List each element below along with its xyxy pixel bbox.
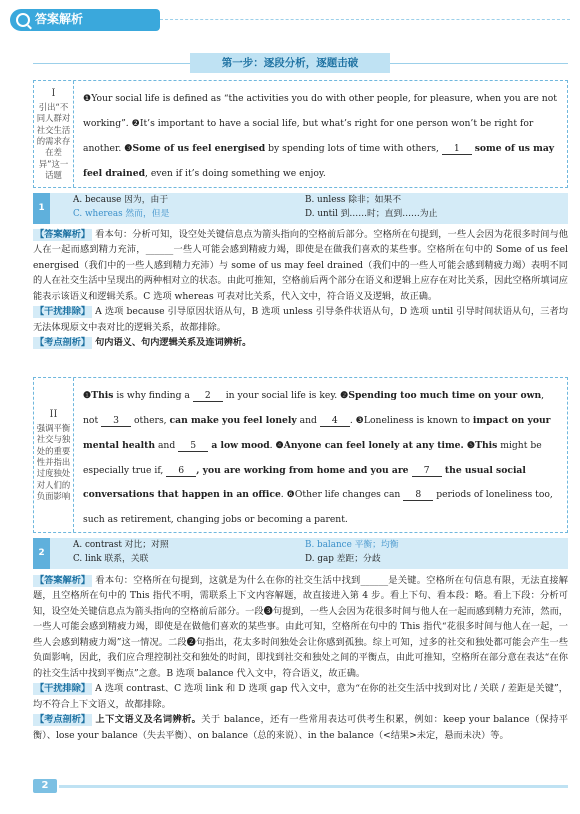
section-1-text xyxy=(74,81,567,187)
point-text: 句内语义、句内逻辑关系及连词辨析。 xyxy=(95,337,252,349)
section-2-text xyxy=(74,378,567,532)
distractor-text: A 选项 because 引导原因状语从句，B 选项 unless 引导条件状语从句，D 选项 until 引导时间状语从句，三者均无法体现原文中表对比的逻辑关系，故都排除。 xyxy=(33,306,568,333)
sentence: . ❻Other life changes can xyxy=(280,489,404,501)
option-a: A. because 因为，由于 xyxy=(73,195,169,205)
key-phrase: ❷Spending too much time on your own xyxy=(340,390,542,401)
tag-point: 【考点剖析】 xyxy=(35,714,91,726)
tag-answer: 【答案解析】 xyxy=(35,229,91,240)
key-phrase: the usual social conversations that happen in an office xyxy=(83,464,526,501)
sentence: periods of loneliness too, such as retirement, changing jobs or becoming a parent. xyxy=(83,489,553,526)
tag-distractor: 【干扰排除】 xyxy=(35,306,91,318)
header-divider xyxy=(160,19,570,20)
tab-label: 答案解析 xyxy=(35,12,84,27)
sentence: . ❸Loneliness is known to xyxy=(349,414,473,426)
section-1-sidenote xyxy=(34,81,74,187)
sentence: by spending lots of time with others, xyxy=(265,142,442,154)
tag-point: 【考点剖析】 xyxy=(35,337,91,349)
distractor-text: A 选项 contrast、C 选项 link 和 D 选项 gap 代入文中，意为“在你的社交生活中找到对比 / 关联 / 差距是关键”，均不符合上下文语义，故都排除。 xyxy=(33,683,568,710)
passage-section-2 xyxy=(33,377,568,533)
question-2-options xyxy=(33,538,568,569)
key-phrase: a low mood xyxy=(208,439,270,451)
sentence: others, xyxy=(131,414,170,426)
sentence: . xyxy=(269,439,276,451)
sentence: might be especially true if, xyxy=(83,439,542,476)
section-1-note: 引出“不同人群对社交生活的需求存在差异”这一话题 xyxy=(36,102,71,181)
key-phrase: ❶This xyxy=(83,390,114,401)
question-1-options xyxy=(33,193,568,224)
step-rule-right xyxy=(390,63,568,64)
answer-explanation xyxy=(33,227,568,304)
section-2-roman: II xyxy=(49,408,58,420)
section-2-sidenote xyxy=(34,378,74,532)
option-b-correct: B. balance 平衡；均衡 xyxy=(305,540,399,550)
blank-8: 8 xyxy=(403,489,433,501)
tag-distractor: 【干扰排除】 xyxy=(35,683,91,695)
point-analysis xyxy=(33,335,568,350)
key-phrase: some of us may feel drained xyxy=(83,142,555,179)
sentence: in your social life is key. xyxy=(222,390,341,401)
search-icon xyxy=(16,13,30,27)
distractor-exclusion xyxy=(33,681,568,712)
key-phrase: can make you feel lonely xyxy=(169,414,297,426)
option-d: D. gap 差距；分歧 xyxy=(305,554,381,564)
page-number: 2 xyxy=(33,779,57,793)
sentence: , even if it’s doing something we enjoy. xyxy=(145,167,326,179)
footer-bar xyxy=(59,785,568,788)
option-d: D. until 到……时；直到……为止 xyxy=(305,209,438,219)
blank-7: 7 xyxy=(412,465,442,477)
blank-4: 4 xyxy=(320,415,350,427)
question-1-number: 1 xyxy=(33,193,50,224)
key-phrase: impact on your mental health xyxy=(83,414,551,451)
answer-explanation xyxy=(33,573,568,681)
question-2-number: 2 xyxy=(33,538,50,569)
question-2-analysis xyxy=(33,573,568,743)
question-1-analysis xyxy=(33,227,568,351)
blank-2: 2 xyxy=(193,390,223,402)
sentence: ❶Your social life is defined as “the activities you do with other people, for pleasure, when you are not working”. ❷It’s important to have a social life, but what’s right for one person won’t be right for another. xyxy=(83,93,557,154)
passage-section-1 xyxy=(33,80,568,188)
section-1-roman: I xyxy=(51,87,56,99)
point-text: 上下文语义及名词辨析。 xyxy=(95,714,202,726)
key-phrase: ❺This xyxy=(463,439,498,451)
explanation-text: 看本句：分析可知，设空处关键信息点为箭头指向的空格前后部分。空格所在句提到，一些人会因为花很多时间与他人在一起而感到精力充沛，______一些人可能会感到精疲力竭，即使是在做我们喜欢的某些事。空格所在句中的 Some of us feel energised（我们中的一些人感到精力充沛）与 some of us may feel drained（我们中的一些人可能会感到精疲力竭）表明不同的人在社交生活中呈现出的两种相对立的状态。由此可推知，空格前后两个部分在语义和逻辑上应存在对比关系，因此空格所填词应能表示该语义和逻辑关系。C 选项 whereas 可表对比关系，代入文中，符合语义及逻辑，故正确。 xyxy=(33,229,568,302)
tag-answer: 【答案解析】 xyxy=(35,575,91,586)
key-phrase: , you are working from home and you are xyxy=(196,464,412,476)
option-a: A. contrast 对比；对照 xyxy=(73,540,169,550)
point-analysis xyxy=(33,712,568,743)
option-c: C. link 联系，关联 xyxy=(73,554,149,564)
step-title: 第一步：逐段分析，逐题击破 xyxy=(190,53,390,73)
answer-analysis-tab xyxy=(10,9,160,31)
sentence: , not xyxy=(83,390,545,426)
blank-3: 3 xyxy=(101,415,131,427)
explanation-text: 看本句：空格所在句提到，这就是为什么在你的社交生活中找到______是关键。空格所在句信息有限，无法直接解题，且空格所在句中的 This 指代不明，需联系上下文内容解题，故直接进入第 4 步。看上下句、看本段：略。看上下段：分析可知，设空处关键信息点为箭头指向的空格前后部分。一段❸句提到，一些人会因为花很多时间与他人在一起而感到精力充沛，然而，一些人可能会感到精疲力竭，即使是在做他们喜欢的某些事。由此可知，空格所在句中的 This 指代“花很多时间与他人在一起，一些人会感到精疲力竭”这一情况。二段❷句指出，花太多时间独处会让你感到孤独。综上可知，过多的社交和独处都可能会产生一些负面影响，因此，我们应合理控制社交和独处的时间，即找到社交和独处之间的平衡点，由此可推知，空格所在部分意在表达“在你的社交生活中找到平衡点”之意。B 选项 balance 代入文中，符合语义，故正确。 xyxy=(33,575,568,679)
distractor-exclusion xyxy=(33,304,568,335)
sentence: is why finding a xyxy=(113,390,193,401)
sentence: and xyxy=(155,439,179,451)
blank-5: 5 xyxy=(178,440,208,452)
section-2-note: 强调平衡社交与独处的重要性并指出过度独处对人们的负面影响 xyxy=(36,423,71,502)
key-phrase: ❸Some of us feel energised xyxy=(124,142,266,154)
option-c-correct: C. whereas 然而，但是 xyxy=(73,209,170,219)
point-extra-text: 关于 balance，还有一些常用表达可供考生积累，例如：keep your balance（保持平衡）、lose your balance（失去平衡）、on balance（总的来说）、in the balance（<结果>未定，悬而未决）等。 xyxy=(33,714,568,741)
sentence: and xyxy=(296,414,320,426)
blank-6: 6 xyxy=(166,465,196,477)
option-b: B. unless 除非；如果不 xyxy=(305,195,402,205)
key-phrase: ❹Anyone can feel lonely at any time. xyxy=(275,439,464,451)
blank-1: 1 xyxy=(442,143,472,155)
step-rule-left xyxy=(33,63,190,64)
